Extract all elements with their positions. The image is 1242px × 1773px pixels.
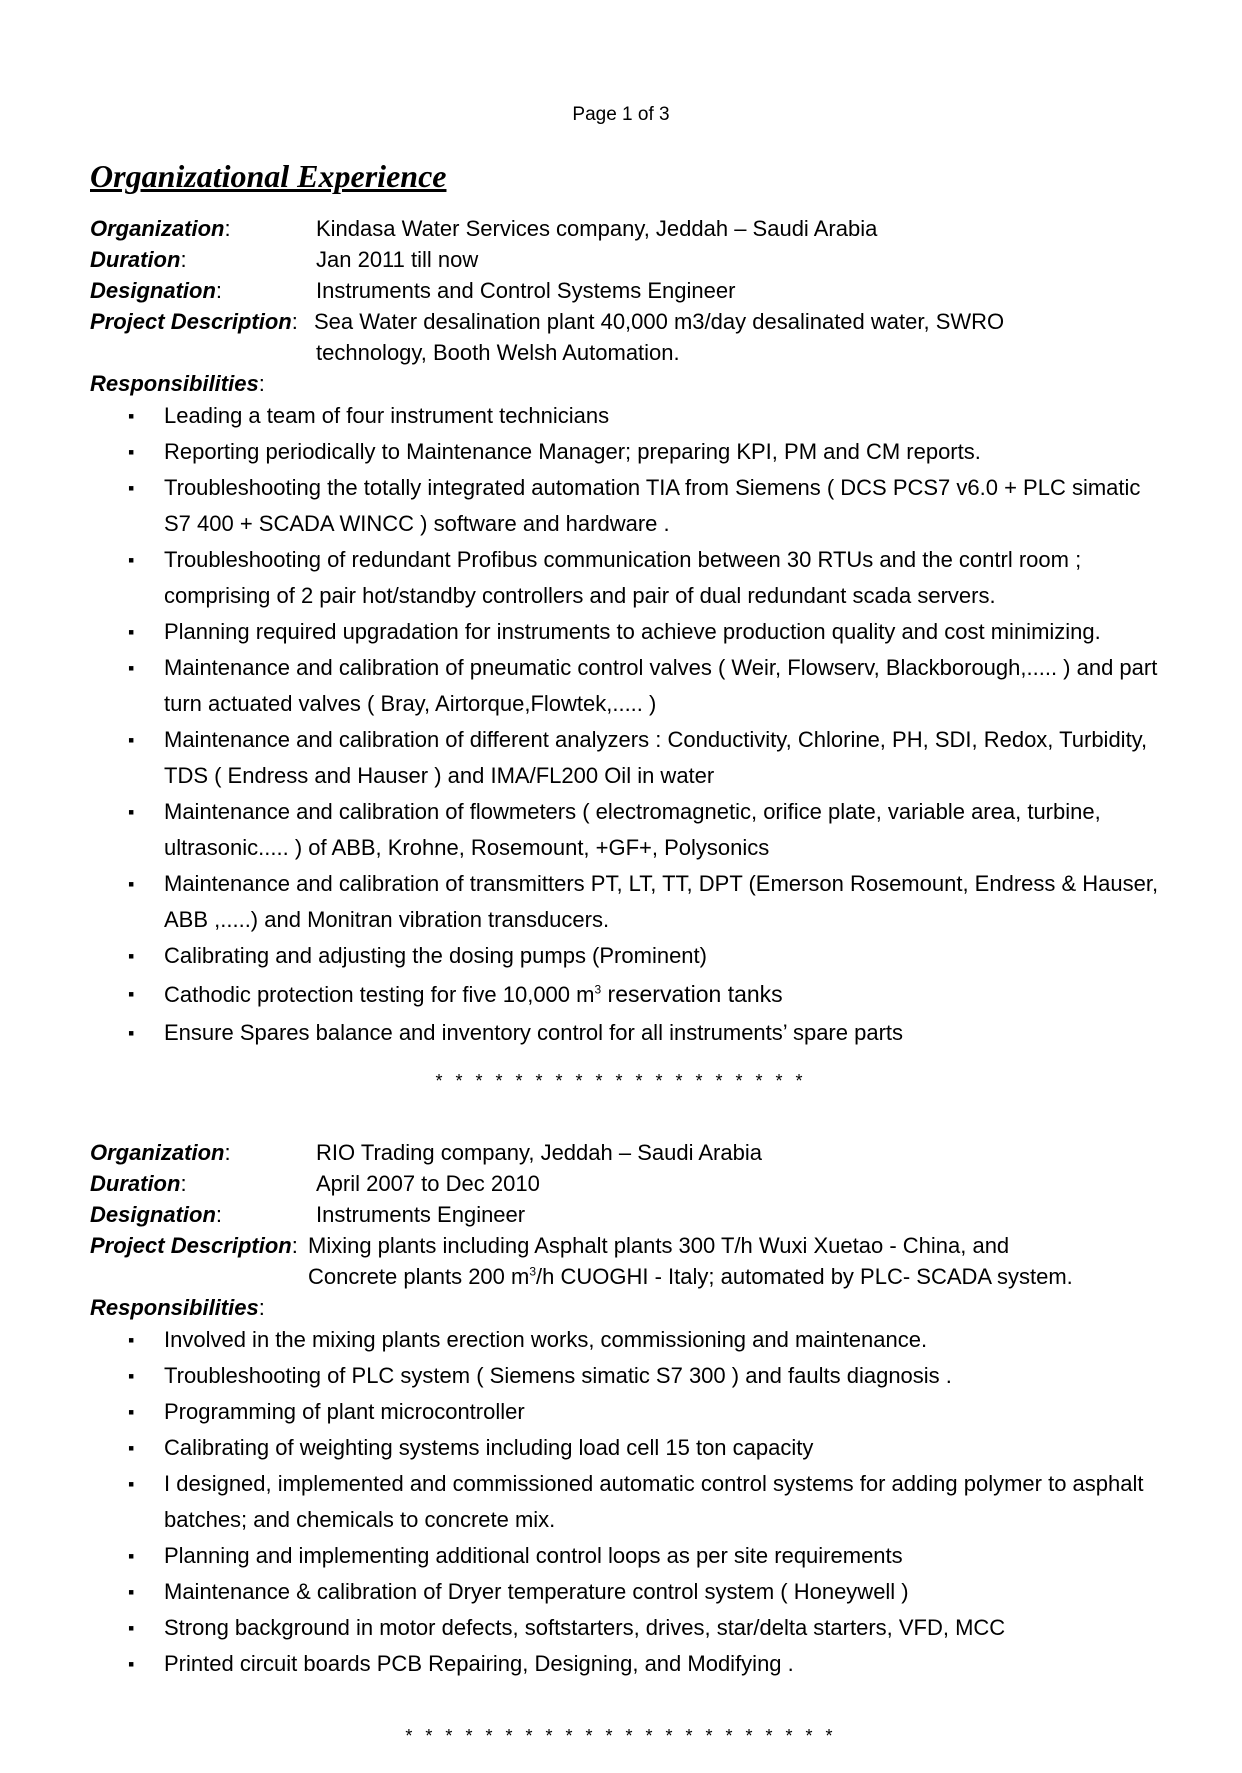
duration-value: April 2007 to Dec 2010 xyxy=(316,1171,540,1196)
project-description-row: Project Description: Mixing plants including Asphalt plants 300 T/h Wuxi Xuetao - China, and xyxy=(90,1230,1170,1261)
bullet-icon: ▪ xyxy=(128,1618,135,1638)
bullet-icon: ▪ xyxy=(128,1402,135,1422)
designation-value: Instruments and Control Systems Engineer xyxy=(316,278,736,303)
bullet-icon: ▪ xyxy=(128,1023,135,1043)
project-description-line2: technology, Booth Welsh Automation. xyxy=(316,340,680,365)
project-description-continuation xyxy=(90,1261,1170,1292)
responsibilities-label: Responsibilities xyxy=(90,1295,259,1320)
responsibilities-list xyxy=(90,398,1170,1051)
project-description-continuation xyxy=(90,337,1170,368)
list-item: ▪ Maintenance and calibration of pneumatic control valves ( Weir, Flowserv, Blackborough,..... ) and part turn actuated valves ( Bray, Airtorque,Flowtek,..... ) xyxy=(90,650,1170,722)
list-item: ▪ Strong background in motor defects, softstarters, drives, star/delta starters, VFD, MCC xyxy=(90,1610,1170,1646)
bullet-icon: ▪ xyxy=(128,984,135,1004)
section-separator: * * * * * * * * * * * * * * * * * * * * * * xyxy=(405,1726,837,1746)
section-title: Organizational Experience xyxy=(90,158,447,194)
list-item: ▪ Maintenance & calibration of Dryer temperature control system ( Honeywell ) xyxy=(90,1574,1170,1610)
bullet-icon: ▪ xyxy=(128,946,135,966)
list-item: ▪ Troubleshooting the totally integrated automation TIA from Siemens ( DCS PCS7 v6.0 + PLC simatic S7 400 + SCADA WINCC ) software and hardware . xyxy=(90,470,1170,542)
bullet-icon: ▪ xyxy=(128,1330,135,1350)
project-description-line2: Concrete plants 200 $m^3/h$ CUOGHI - Italy; automated by PLC- SCADA system. xyxy=(308,1264,1073,1289)
duration-row: Duration: April 2007 to Dec 2010 xyxy=(90,1168,1170,1199)
responsibilities-heading: Responsibilities: xyxy=(90,371,265,396)
bullet-icon: ▪ xyxy=(128,622,135,642)
bullet-icon: ▪ xyxy=(128,550,135,570)
list-item: ▪ Involved in the mixing plants erection works, commissioning and maintenance. xyxy=(90,1322,1170,1358)
bullet-icon: ▪ xyxy=(128,1546,135,1566)
bullet-icon: ▪ xyxy=(128,802,135,822)
org-block-rio xyxy=(90,1137,1170,1682)
section-separator: * * * * * * * * * * * * * * * * * * * xyxy=(435,1071,807,1091)
duration-label: Duration xyxy=(90,247,181,272)
project-description-label: Project Description xyxy=(90,1233,292,1258)
designation-row: Designation: Instruments and Control Systems Engineer xyxy=(90,275,1170,306)
designation-row: Designation: Instruments Engineer xyxy=(90,1199,1170,1230)
project-description-row: Project Description: Sea Water desalination plant 40,000 m3/day desalinated water, SWRO xyxy=(90,306,1170,337)
org-block-kindasa xyxy=(90,213,1170,1051)
list-item: ▪ Printed circuit boards PCB Repairing, Designing, and Modifying . xyxy=(90,1646,1170,1682)
list-item: ▪ Troubleshooting of redundant Profibus communication between 30 RTUs and the contrl room ; comprising of 2 pair hot/standby controllers and pair of dual redundant scada servers. xyxy=(90,542,1170,614)
list-item: ▪ Programming of plant microcontroller xyxy=(90,1394,1170,1430)
responsibilities-list xyxy=(90,1322,1170,1682)
bullet-icon: ▪ xyxy=(128,730,135,750)
list-item: ▪ Reporting periodically to Maintenance Manager; preparing KPI, PM and CM reports. xyxy=(90,434,1170,470)
bullet-icon: ▪ xyxy=(128,874,135,894)
bullet-icon: ▪ xyxy=(128,442,135,462)
list-item: ▪ Maintenance and calibration of transmitters PT, LT, TT, DPT (Emerson Rosemount, Endress & Hauser, ABB ,.....) and Monitran vibration transducers. xyxy=(90,866,1170,938)
list-item: ▪ Planning and implementing additional control loops as per site requirements xyxy=(90,1538,1170,1574)
list-item: ▪ I designed, implemented and commissioned automatic control systems for adding polymer to asphalt batches; and chemicals to concrete mix. xyxy=(90,1466,1170,1538)
project-description-value: Sea Water desalination plant 40,000 m3/day desalinated water, SWRO xyxy=(314,309,1005,334)
bullet-icon: ▪ xyxy=(128,658,135,678)
organization-row: Organization: RIO Trading company, Jeddah – Saudi Arabia xyxy=(90,1137,1170,1168)
designation-value: Instruments Engineer xyxy=(316,1202,526,1227)
list-item: ▪ Ensure Spares balance and inventory control for all instruments’ spare parts xyxy=(90,1015,1170,1051)
organization-label: Organization xyxy=(90,216,225,241)
bullet-icon: ▪ xyxy=(128,1366,135,1386)
list-item: ▪ Maintenance and calibration of different analyzers : Conductivity, Chlorine, PH, SDI, Redox, Turbidity, TDS ( Endress and Hauser ) and IMA/FL200 Oil in water xyxy=(90,722,1170,794)
duration-label: Duration xyxy=(90,1171,181,1196)
organization-value: Kindasa Water Services company, Jeddah – Saudi Arabia xyxy=(316,216,878,241)
responsibilities-heading: Responsibilities: xyxy=(90,1295,265,1320)
page-number: Page 1 of 3 xyxy=(572,104,670,125)
list-item: ▪ Maintenance and calibration of flowmeters ( electromagnetic, orifice plate, variable area, turbine, ultrasonic..... ) of ABB, Krohne, Rosemount, +GF+, Polysonics xyxy=(90,794,1170,866)
list-item: ▪ Calibrating of weighting systems including load cell 15 ton capacity xyxy=(90,1430,1170,1466)
list-item: ▪ Cathodic protection testing for five 10,000 $m^3$ reservation tanks xyxy=(90,974,1170,1015)
organization-value: RIO Trading company, Jeddah – Saudi Arabia xyxy=(316,1140,762,1165)
bullet-icon: ▪ xyxy=(128,406,135,426)
bullet-icon: ▪ xyxy=(128,1654,135,1674)
organization-label: Organization xyxy=(90,1140,225,1165)
designation-label: Designation xyxy=(90,1202,216,1227)
bullet-icon: ▪ xyxy=(128,1474,135,1494)
bullet-icon: ▪ xyxy=(128,1438,135,1458)
list-item: ▪ Leading a team of four instrument technicians xyxy=(90,398,1170,434)
duration-row: Duration: Jan 2011 till now xyxy=(90,244,1170,275)
project-description-value: Mixing plants including Asphalt plants 300 T/h Wuxi Xuetao - China, and xyxy=(308,1233,1010,1258)
list-item: ▪ Planning required upgradation for instruments to achieve production quality and cost minimizing. xyxy=(90,614,1170,650)
duration-value: Jan 2011 till now xyxy=(316,247,479,272)
bullet-icon: ▪ xyxy=(128,1582,135,1602)
list-item: ▪ Calibrating and adjusting the dosing pumps (Prominent) xyxy=(90,938,1170,974)
responsibilities-label: Responsibilities xyxy=(90,371,259,396)
bullet-icon: ▪ xyxy=(128,478,135,498)
project-description-label: Project Description xyxy=(90,309,292,334)
organization-row: Organization: Kindasa Water Services company, Jeddah – Saudi Arabia xyxy=(90,213,1170,244)
list-item: ▪ Troubleshooting of PLC system ( Siemens simatic S7 300 ) and faults diagnosis . xyxy=(90,1358,1170,1394)
designation-label: Designation xyxy=(90,278,216,303)
